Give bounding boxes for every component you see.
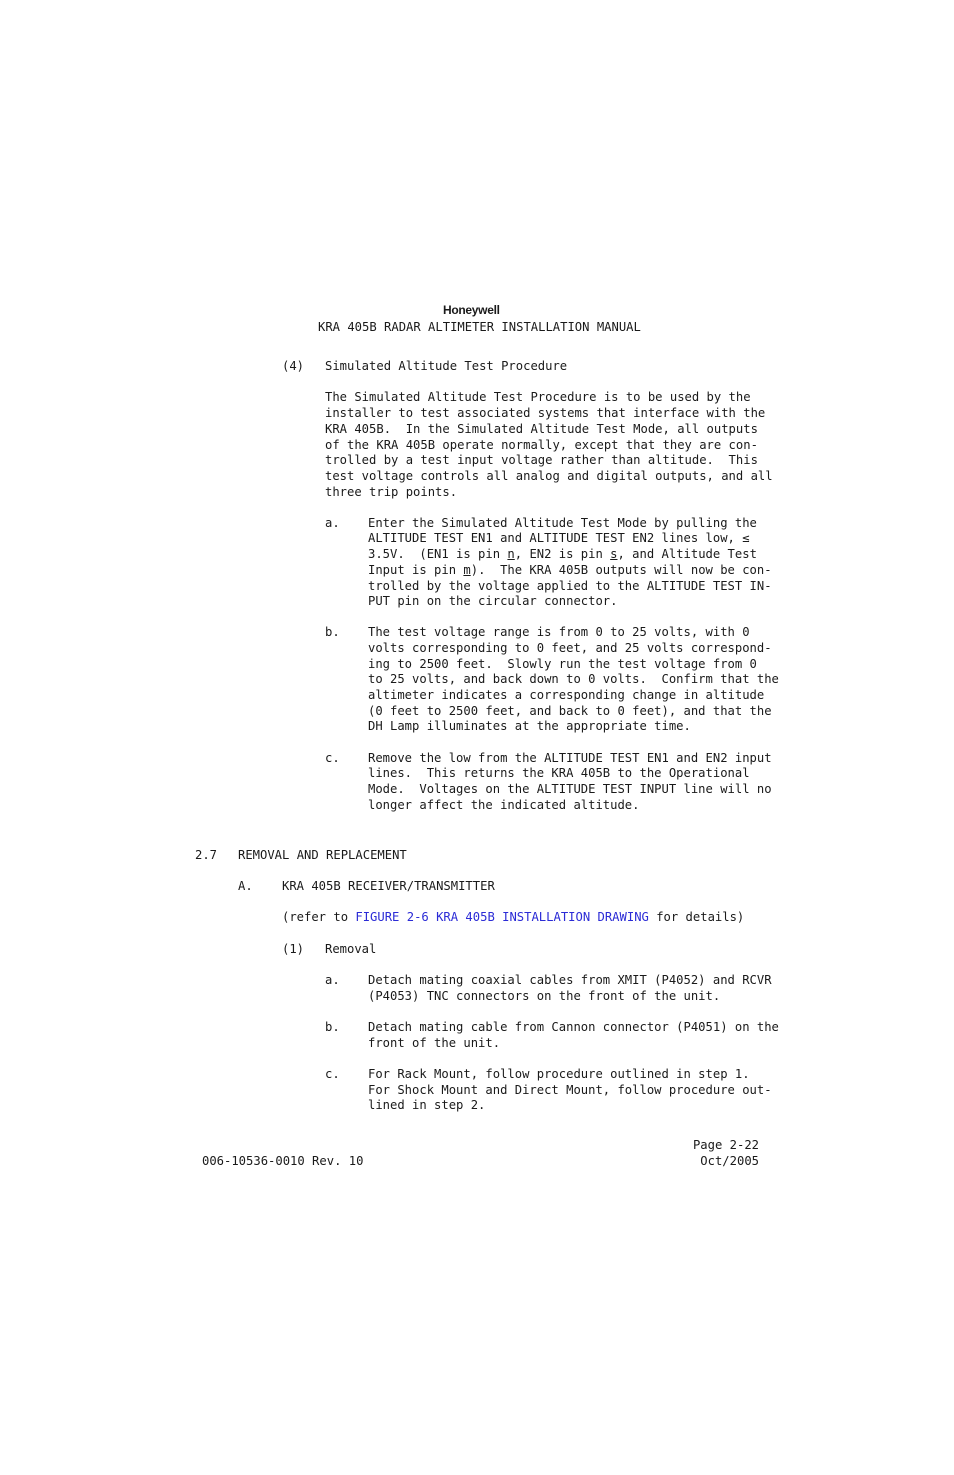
paragraph-line: KRA 405B. In the Simulated Altitude Test Mode, all outputs	[325, 422, 758, 436]
manual-title: KRA 405B RADAR ALTIMETER INSTALLATION MANUAL	[318, 320, 641, 334]
section-title: REMOVAL AND REPLACEMENT	[238, 848, 407, 862]
section-title: Simulated Altitude Test Procedure	[325, 359, 568, 373]
paragraph-line: test voltage controls all analog and digital outputs, and all	[325, 469, 773, 483]
brand-logo: Honeywell	[443, 303, 500, 317]
text-span: for details)	[648, 910, 745, 924]
step-line: ing to 2500 feet. Slowly run the test voltage from 0	[368, 657, 757, 671]
figure-link[interactable]: FIGURE 2-6 KRA 405B INSTALLATION DRAWING	[355, 910, 649, 924]
step-line: lined in step 2.	[368, 1098, 486, 1112]
step-line: PUT pin on the circular connector.	[368, 594, 618, 608]
step-line: longer affect the indicated altitude.	[368, 798, 640, 812]
text-span: , EN2 is pin	[514, 547, 611, 561]
step-line: trolled by the voltage applied to the ALTITUDE TEST IN-	[368, 579, 772, 593]
subsection-title: KRA 405B RECEIVER/TRANSMITTER	[282, 879, 495, 893]
step-line: For Shock Mount and Direct Mount, follow procedure out-	[368, 1083, 772, 1097]
step-line: ALTITUDE TEST EN1 and ALTITUDE TEST EN2 lines low, ≤	[368, 531, 750, 545]
step-line: The test voltage range is from 0 to 25 volts, with 0	[368, 625, 750, 639]
step-line: (P4053) TNC connectors on the front of the unit.	[368, 989, 721, 1003]
step-label: b.	[325, 1020, 340, 1034]
document-number: 006-10536-0010 Rev. 10	[202, 1154, 364, 1168]
step-line	[368, 547, 757, 563]
step-label: a.	[325, 516, 340, 530]
text-span: 3.5V. (EN1 is pin	[368, 547, 508, 561]
text-span: (refer to	[282, 910, 356, 924]
step-line: Enter the Simulated Altitude Test Mode by pulling the	[368, 516, 757, 530]
section-number: 2.7	[195, 848, 218, 862]
pin-letter: s	[610, 547, 618, 561]
section-title: Removal	[325, 942, 377, 956]
paragraph-line: trolled by a test input voltage rather than altitude. This	[325, 453, 758, 467]
step-label: b.	[325, 625, 340, 639]
section-number: (4)	[282, 359, 305, 373]
step-line: to 25 volts, and back down to 0 volts. Confirm that the	[368, 672, 779, 686]
text-span: ). The KRA 405B outputs will now be con-	[470, 563, 772, 577]
paragraph-line: three trip points.	[325, 485, 458, 499]
step-label: c.	[325, 751, 340, 765]
step-line: front of the unit.	[368, 1036, 501, 1050]
step-line: lines. This returns the KRA 405B to the Operational	[368, 766, 750, 780]
step-line: altimeter indicates a corresponding change in altitude	[368, 688, 765, 702]
subsection-label: A.	[238, 879, 253, 893]
step-label: c.	[325, 1067, 340, 1081]
text-span: Input is pin	[368, 563, 464, 577]
section-number: (1)	[282, 942, 305, 956]
refer-note	[282, 910, 744, 926]
step-line: For Rack Mount, follow procedure outlined in step 1.	[368, 1067, 750, 1081]
step-line: Remove the low from the ALTITUDE TEST EN1 and EN2 input	[368, 751, 772, 765]
revision-date: Oct/2005	[700, 1154, 759, 1168]
paragraph-line: The Simulated Altitude Test Procedure is to be used by the	[325, 390, 751, 404]
step-line: volts corresponding to 0 feet, and 25 volts correspond-	[368, 641, 772, 655]
step-label: a.	[325, 973, 340, 987]
text-span: , and Altitude Test	[617, 547, 757, 561]
step-line: Mode. Voltages on the ALTITUDE TEST INPUT line will no	[368, 782, 772, 796]
step-line: DH Lamp illuminates at the appropriate time.	[368, 719, 691, 733]
pin-letter: m	[463, 563, 471, 577]
step-line	[368, 563, 772, 579]
paragraph-line: of the KRA 405B operate normally, except that they are con-	[325, 438, 758, 452]
step-line: (0 feet to 2500 feet, and back to 0 feet), and that the	[368, 704, 772, 718]
pin-letter: n	[507, 547, 515, 561]
page-number: Page 2-22	[692, 1138, 759, 1152]
paragraph-line: installer to test associated systems that interface with the	[325, 406, 766, 420]
step-line: Detach mating coaxial cables from XMIT (P4052) and RCVR	[368, 973, 772, 987]
step-line: Detach mating cable from Cannon connector (P4051) on the	[368, 1020, 779, 1034]
